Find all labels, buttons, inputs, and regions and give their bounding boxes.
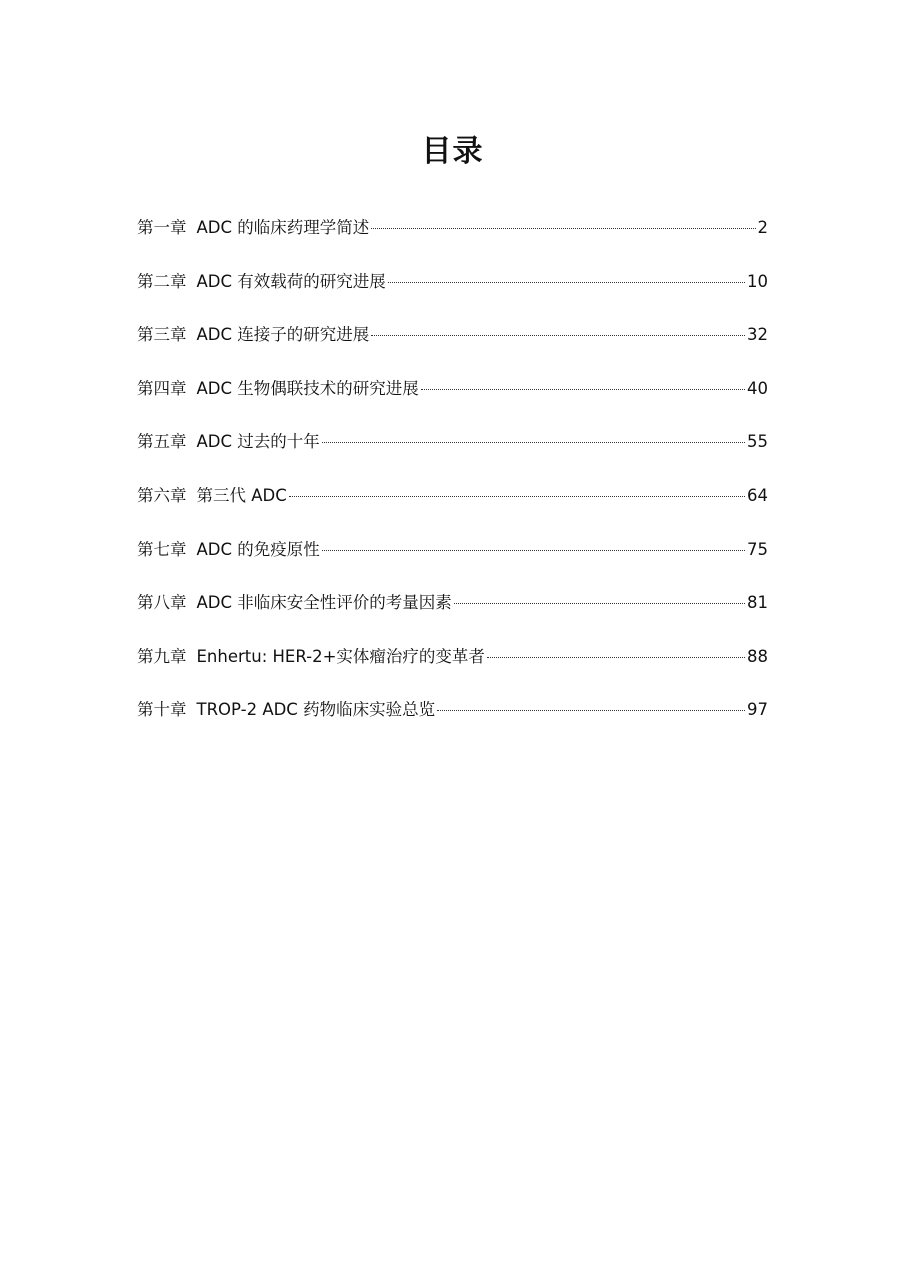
toc-chapter-number: 第二章 — [137, 271, 187, 291]
toc-chapter-title: 第三代 ADC — [196, 485, 287, 505]
toc-entry[interactable] — [137, 424, 768, 478]
toc-chapter-number: 第九章 — [137, 646, 187, 666]
toc-page-number: 97 — [747, 700, 768, 720]
toc-entry[interactable] — [137, 532, 768, 586]
dot-leader — [421, 389, 745, 390]
dot-leader — [454, 603, 745, 604]
toc-entry[interactable] — [137, 210, 768, 264]
dot-leader — [371, 228, 755, 229]
toc-chapter-number: 第六章 — [137, 485, 187, 505]
toc-entry[interactable] — [137, 317, 768, 371]
toc-page-number: 32 — [747, 325, 768, 345]
dot-leader — [289, 496, 745, 497]
toc-entry[interactable] — [137, 478, 768, 532]
toc-chapter-title: ADC 连接子的研究进展 — [196, 325, 370, 345]
toc-chapter-number: 第八章 — [137, 593, 187, 613]
toc-page-number: 88 — [747, 646, 768, 666]
dot-leader — [487, 657, 745, 658]
toc-chapter-title: ADC 非临床安全性评价的考量因素 — [196, 593, 452, 613]
toc-page-number: 64 — [747, 485, 768, 505]
toc-chapter-number: 第十章 — [137, 700, 187, 720]
toc-chapter-title: ADC 的临床药理学简述 — [196, 218, 370, 237]
toc-chapter-number: 第七章 — [137, 539, 187, 559]
toc-entry[interactable] — [137, 639, 768, 693]
dot-leader — [322, 442, 745, 443]
toc-title: 目录 — [421, 134, 484, 169]
toc-chapter-title: ADC 的免疫原性 — [196, 539, 320, 559]
toc-page-number: 55 — [747, 432, 768, 452]
toc-entry[interactable] — [137, 264, 768, 318]
toc-chapter-title: ADC 过去的十年 — [196, 432, 320, 452]
toc-page-number: 40 — [747, 378, 768, 398]
toc-page-number: 2 — [757, 218, 768, 237]
dot-leader — [371, 335, 745, 336]
toc-chapter-title: ADC 生物偶联技术的研究进展 — [196, 378, 419, 398]
toc-entry[interactable] — [137, 692, 768, 746]
toc-chapter-title: ADC 有效载荷的研究进展 — [196, 271, 386, 291]
toc-page-number: 10 — [747, 271, 768, 291]
dot-leader — [388, 282, 745, 283]
toc-chapter-number: 第四章 — [137, 378, 187, 398]
toc-chapter-number: 第五章 — [137, 432, 187, 452]
toc-chapter-title: TROP-2 ADC 药物临床实验总览 — [196, 700, 436, 720]
toc-entry[interactable] — [137, 371, 768, 425]
dot-leader — [322, 550, 745, 551]
toc-page-number: 75 — [747, 539, 768, 559]
toc-chapter-number: 第三章 — [137, 325, 187, 345]
toc-list — [137, 210, 768, 746]
dot-leader — [437, 710, 745, 711]
toc-page-number: 81 — [747, 593, 768, 613]
toc-chapter-title: Enhertu: HER-2+实体瘤治疗的变革者 — [196, 646, 485, 666]
toc-chapter-number: 第一章 — [137, 218, 187, 237]
toc-entry[interactable] — [137, 585, 768, 639]
